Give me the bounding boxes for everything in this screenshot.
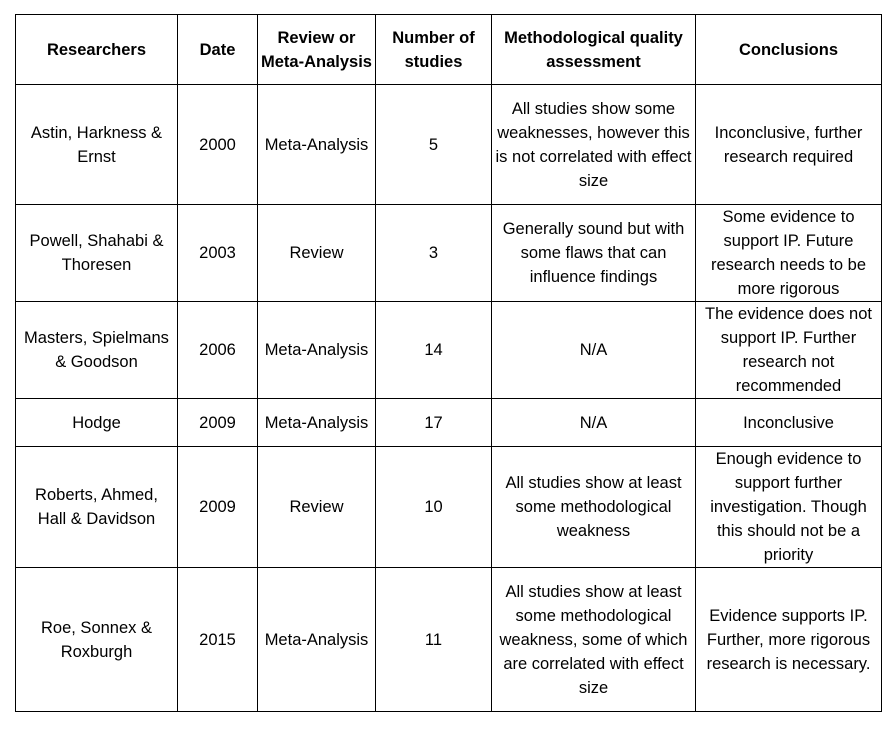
cell-number-of-studies: 10 xyxy=(376,447,492,568)
cell-number-of-studies: 17 xyxy=(376,399,492,447)
cell-researchers: Powell, Shahabi & Thoresen xyxy=(16,205,178,302)
cell-number-of-studies: 14 xyxy=(376,302,492,399)
table-row xyxy=(16,568,882,712)
cell-methodological-quality: Generally sound but with some flaws that can influence findings xyxy=(492,205,696,302)
cell-conclusions: Some evidence to support IP. Future research needs to be more rigorous xyxy=(696,205,882,302)
cell-date: 2015 xyxy=(178,568,258,712)
cell-methodological-quality: N/A xyxy=(492,399,696,447)
cell-researchers: Hodge xyxy=(16,399,178,447)
cell-date: 2000 xyxy=(178,85,258,205)
cell-number-of-studies: 11 xyxy=(376,568,492,712)
cell-conclusions: Evidence supports IP. Further, more rigorous research is necessary. xyxy=(696,568,882,712)
cell-review-type: Meta-Analysis xyxy=(258,302,376,399)
header-methodological-quality: Methodological quality assessment xyxy=(492,15,696,85)
cell-conclusions: Inconclusive xyxy=(696,399,882,447)
cell-number-of-studies: 5 xyxy=(376,85,492,205)
header-researchers: Researchers xyxy=(16,15,178,85)
cell-methodological-quality: N/A xyxy=(492,302,696,399)
cell-date: 2009 xyxy=(178,447,258,568)
header-number-of-studies: Number of studies xyxy=(376,15,492,85)
cell-date: 2003 xyxy=(178,205,258,302)
table-row xyxy=(16,447,882,568)
cell-date: 2009 xyxy=(178,399,258,447)
cell-researchers: Roberts, Ahmed, Hall & Davidson xyxy=(16,447,178,568)
cell-methodological-quality: All studies show at least some methodological weakness xyxy=(492,447,696,568)
table-row xyxy=(16,85,882,205)
table-row xyxy=(16,302,882,399)
header-date: Date xyxy=(178,15,258,85)
header-conclusions: Conclusions xyxy=(696,15,882,85)
cell-researchers: Masters, Spielmans & Goodson xyxy=(16,302,178,399)
header-review-type: Review or Meta-Analysis xyxy=(258,15,376,85)
cell-review-type: Review xyxy=(258,447,376,568)
cell-conclusions: The evidence does not support IP. Further research not recommended xyxy=(696,302,882,399)
cell-number-of-studies: 3 xyxy=(376,205,492,302)
cell-conclusions: Inconclusive, further research required xyxy=(696,85,882,205)
header-row xyxy=(16,15,882,85)
table-row xyxy=(16,399,882,447)
cell-date: 2006 xyxy=(178,302,258,399)
cell-methodological-quality: All studies show some weaknesses, however this is not correlated with effect size xyxy=(492,85,696,205)
cell-review-type: Meta-Analysis xyxy=(258,568,376,712)
cell-researchers: Astin, Harkness & Ernst xyxy=(16,85,178,205)
cell-researchers: Roe, Sonnex & Roxburgh xyxy=(16,568,178,712)
table-row xyxy=(16,205,882,302)
cell-methodological-quality: All studies show at least some methodological weakness, some of which are correlated with effect size xyxy=(492,568,696,712)
cell-conclusions: Enough evidence to support further investigation. Though this should not be a priority xyxy=(696,447,882,568)
cell-review-type: Meta-Analysis xyxy=(258,399,376,447)
cell-review-type: Review xyxy=(258,205,376,302)
cell-review-type: Meta-Analysis xyxy=(258,85,376,205)
research-summary-table xyxy=(15,14,882,712)
